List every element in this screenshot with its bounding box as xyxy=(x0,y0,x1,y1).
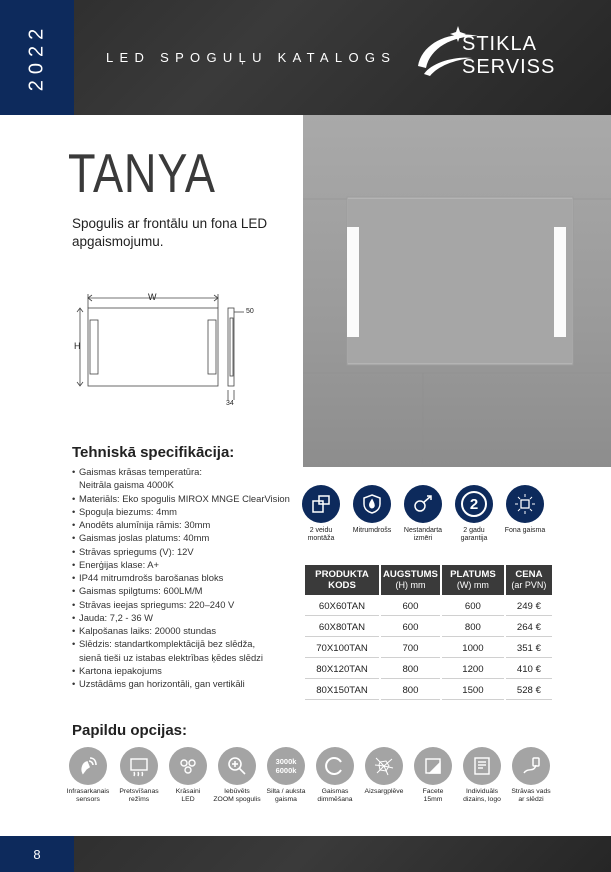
switch-cord-icon xyxy=(512,747,550,785)
thickness-label: 34 xyxy=(226,400,234,407)
facet-icon xyxy=(414,747,452,785)
feature-background-light: Fona gaisma xyxy=(503,485,547,535)
spec-item: • Strāvas spriegums (V): 12V xyxy=(72,545,302,558)
feature-icons xyxy=(303,485,548,545)
zoom-mirror-icon xyxy=(218,747,256,785)
infrared-sensor-icon xyxy=(69,747,107,785)
year-box xyxy=(0,0,74,115)
shatter-film-icon xyxy=(365,747,403,785)
depth-label: 50 xyxy=(246,308,254,315)
feature-mount: 2 veidu montāža xyxy=(299,485,343,543)
logo-line1: STIKLA xyxy=(462,33,537,55)
stikla-serviss-logo xyxy=(412,22,602,82)
spec-item: • Enerģijas klase: A+ xyxy=(72,558,302,571)
feature-warranty: 2 2 gadu garantija xyxy=(452,485,496,543)
spec-item: • Gaismas spilgtums: 600LM/M xyxy=(72,584,302,597)
product-photo xyxy=(303,115,611,467)
option-dimming: Gaismas dimmēšana xyxy=(309,747,361,804)
feature-moisture: Mitrumdrošs xyxy=(350,485,394,535)
custom-design-icon xyxy=(463,747,501,785)
column-header: CENA (ar PVN) xyxy=(506,565,552,595)
spec-item: • Materiāls: Eko spogulis MIROX MNGE ClearVision xyxy=(72,492,302,505)
option-color-led: Krāsaini LED xyxy=(162,747,214,804)
dimension-drawing xyxy=(72,290,272,410)
table-header-row xyxy=(305,565,552,595)
option-zoom: Iebūvēts ZOOM spogulis xyxy=(211,747,263,804)
warm-cold-light-icon: 3000k 6000k xyxy=(267,747,305,785)
two-way-mount-icon xyxy=(302,485,340,523)
option-facet: Facete 15mm xyxy=(407,747,459,804)
table-row: 60X60TAN 600 600 249 € xyxy=(305,597,552,616)
two-year-warranty-icon: 2 xyxy=(455,485,493,523)
height-label: H xyxy=(74,341,81,351)
column-header: PLATUMS (W) mm xyxy=(442,565,504,595)
product-subtitle: Spogulis ar frontālu un fona LED apgaismojumu. xyxy=(72,216,268,249)
option-warm-cold: 3000k 6000k Silta / auksta gaisma xyxy=(260,747,312,804)
spec-item: • Strāvas ieejas spriegums: 220–240 V xyxy=(72,598,302,611)
background-light-icon xyxy=(506,485,544,523)
anti-fog-icon xyxy=(120,747,158,785)
table-row: 70X100TAN 700 1000 351 € xyxy=(305,639,552,658)
page-number: 8 xyxy=(0,836,74,872)
option-switch-cord: Strāvas vads ar slēdzi xyxy=(505,747,557,804)
table-row: 80X150TAN 800 1500 528 € xyxy=(305,681,552,700)
footer-bar xyxy=(0,836,611,872)
table-row: 80X120TAN 800 1200 410 € xyxy=(305,660,552,679)
product-title: TANYA xyxy=(68,142,216,204)
moisture-shield-icon xyxy=(353,485,391,523)
catalog-title: LED SPOGUĻU KATALOGS xyxy=(106,50,397,65)
color-led-icon xyxy=(169,747,207,785)
feature-custom-size: Nestandarta izmēri xyxy=(401,485,445,543)
spec-item: • Uzstādāms gan horizontāli, gan vertikāli xyxy=(72,677,302,690)
table-row: 60X80TAN 600 800 264 € xyxy=(305,618,552,637)
logo-line2: SERVISS xyxy=(462,56,556,78)
specs-heading: Tehniskā specifikācija: xyxy=(72,444,235,461)
spec-item: • Jauda: 7,2 - 36 W xyxy=(72,611,302,624)
spec-item: • Gaismas krāsas temperatūra: Neitrāla gaisma 4000K xyxy=(72,465,302,492)
options-heading: Papildu opcijas: xyxy=(72,722,188,739)
spec-item: • IP44 mitrumdrošs barošanas bloks xyxy=(72,571,302,584)
option-anti-fog: Pretsvīšanas režīms xyxy=(113,747,165,804)
column-header: PRODUKTA KODS xyxy=(305,565,379,595)
option-infrared: Infrasarkanais sensors xyxy=(62,747,114,804)
dimming-icon xyxy=(316,747,354,785)
spec-item: • Anodēts alumīnija rāmis: 30mm xyxy=(72,518,302,531)
price-table xyxy=(303,563,554,702)
year-label: 2022 xyxy=(25,22,48,92)
width-label: W xyxy=(148,292,157,302)
spec-item: • Slēdzis: standartkomplektācijā bez slēdža, sienā tieši uz istabas elektrības ķēdes slēdzi xyxy=(72,637,302,664)
options-icons xyxy=(66,747,556,807)
column-header: AUGSTUMS (H) mm xyxy=(381,565,440,595)
spec-item: • Spoguļa biezums: 4mm xyxy=(72,505,302,518)
option-custom-design: Individuāls dizains, logo xyxy=(456,747,508,804)
option-protective-film: Aizsargplēve xyxy=(358,747,410,796)
spec-item: • Gaismas joslas platums: 40mm xyxy=(72,531,302,544)
spec-item: • Kartona iepakojums xyxy=(72,664,302,677)
custom-size-icon xyxy=(404,485,442,523)
specs-list xyxy=(72,465,302,690)
spec-item: • Kalpošanas laiks: 20000 stundas xyxy=(72,624,302,637)
